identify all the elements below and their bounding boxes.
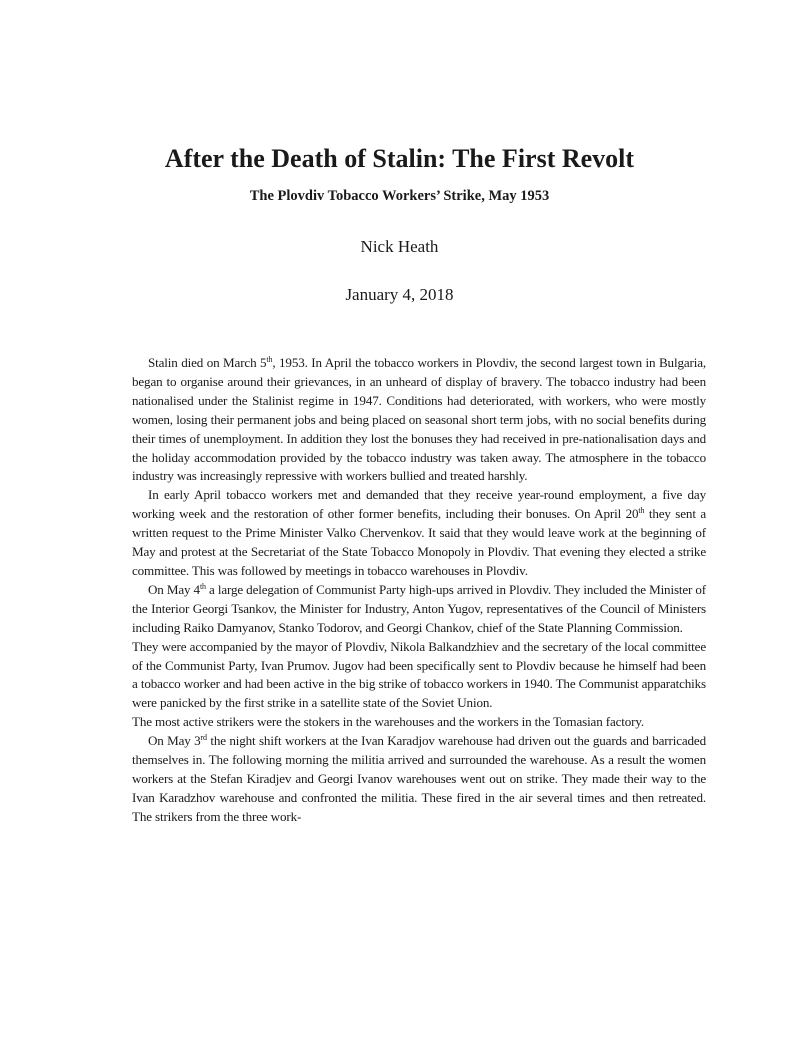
document-body [132,354,706,827]
paragraph: Stalin died on March 5th, 1953. In April the tobacco workers in Plovdiv, the second largest town in Bulgaria, began to organise around their grievances, in an unheard of display of bravery. The tobacco industry had been nationalised under the Stalinist regime in 1947. Conditions had deteriorated, with workers, who were mostly women, losing their permanent jobs and being placed on seasonal short term jobs, with no social benefits during their times of unemployment. In addition they lost the bonuses they had received in pre-nationalisation days and the holiday accommodation provided by the tobacco industry was taken away. The atmosphere in the tobacco industry was increasingly repressive with workers bullied and treated harshly. [132,355,706,484]
paragraph: On May 4th a large delegation of Communist Party high-ups arrived in Plovdiv. They included the Minister of the Interior Georgi Tsankov, the Minister for Industry, Anton Yugov, representatives of the Council of Ministers including Raiko Damyanov, Stanko Todorov, and Georgi Chankov, chief of the State Planning Commission. [132,581,706,635]
paragraph: The most active strikers were the stokers in the warehouses and the workers in the Tomasian factory. [132,714,645,730]
document-date: January 4, 2018 [345,285,454,304]
document-subtitle: The Plovdiv Tobacco Workers’ Strike, May 1953 [249,188,550,204]
document-title: After the Death of Stalin: The First Revolt [164,144,635,173]
paragraph: In early April tobacco workers met and demanded that they receive year-round employment, a five day working week and the restoration of other former benefits, including their bonuses. On April 20th they sent a written request to the Prime Minister Valko Chervenkov. It said that they would leave work at the beginning of May and protest at the Secretariat of the State Tobacco Monopoly in Plovdiv. That evening they elected a strike committee. This was followed by meetings in tobacco warehouses in Plovdiv. [132,487,706,578]
paragraph: On May 3rd the night shift workers at the Ivan Karadjov warehouse had driven out the guards and barricaded themselves in. The following morning the militia arrived and surrounded the warehouse. As a result the women workers at the Stefan Kiradjev and Georgi Ivanov warehouses went out on strike. They made their way to the Ivan Karadzhov warehouse and confronted the militia. These fired in the air several times and then retreated. The strikers from the three work- [132,733,706,824]
paragraph: They were accompanied by the mayor of Plovdiv, Nikola Balkandzhiev and the secretary of the local committee of the Communist Party, Ivan Prumov. Jugov had been specifically sent to Plovdiv because he himself had been a tobacco worker and had been active in the big strike of tobacco workers in 1940. The Communist apparatchiks were panicked by the first strike in a satellite state of the Soviet Union. [132,638,706,711]
document-author: Nick Heath [360,237,439,256]
